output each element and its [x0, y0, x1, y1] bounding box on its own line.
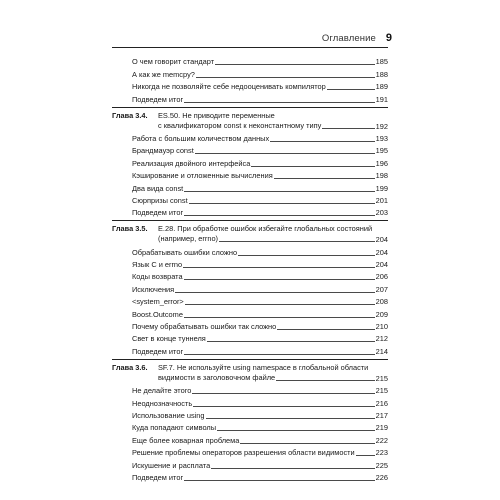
running-head-title: Оглавление: [321, 33, 376, 44]
dot-leader: [184, 354, 374, 355]
toc-entry-page: 191: [375, 94, 388, 104]
dot-leader: [240, 443, 374, 444]
toc-entry: [112, 384, 388, 396]
dot-leader: [184, 215, 374, 216]
dot-leader: [184, 317, 375, 318]
toc-entry-page: 215: [375, 386, 388, 396]
dot-leader: [217, 430, 375, 431]
chapter-title-line: ES.50. Не приводите переменные: [158, 110, 275, 120]
dot-leader: [207, 341, 375, 342]
toc-entry-page: 204: [375, 260, 388, 270]
dot-leader: [206, 418, 375, 419]
toc-entry-page: 225: [375, 460, 388, 470]
dot-leader: [211, 468, 374, 469]
chapter-title-last-line: [158, 234, 388, 244]
toc-entry: [112, 245, 388, 257]
chapter-title-last-line: [158, 121, 388, 131]
table-of-contents: [112, 55, 388, 483]
running-head: [322, 32, 392, 44]
chapter-heading: [112, 111, 388, 131]
section-divider: [112, 220, 388, 221]
toc-entry: [112, 258, 388, 270]
dot-leader: [251, 166, 374, 167]
chapter-page-number: 192: [375, 121, 388, 131]
toc-entry-page: 195: [375, 146, 388, 156]
toc-entry-title: Работа с большим количеством данных: [132, 133, 270, 143]
toc-entry: [112, 194, 388, 206]
toc-entry-title: Кэширование и отложенные вычисления: [132, 171, 273, 181]
toc-entry-title: Подведем итог: [132, 346, 184, 356]
toc-entry: [112, 270, 388, 282]
chapter-title-line: SF.7. Не используйте using namespace в глобальной области: [158, 362, 369, 372]
toc-entry: [112, 144, 388, 156]
toc-entry-page: 185: [375, 57, 388, 67]
toc-entry-page: 219: [375, 423, 388, 433]
toc-entry: [112, 409, 388, 421]
toc-entry: [112, 132, 388, 144]
chapter-title-line: E.28. При обработке ошибок избегайте глобальных состояний: [158, 224, 373, 234]
toc-entry-title: Сюрпризы const: [132, 195, 188, 205]
dot-leader: [184, 102, 374, 103]
toc-entry-page: 209: [375, 309, 388, 319]
dot-leader: [277, 329, 374, 330]
toc-entry: [112, 446, 388, 458]
dot-leader: [356, 455, 375, 456]
toc-entry-title: Еще более коварная проблема: [132, 435, 240, 445]
toc-entry-title: Подведем итог: [132, 94, 184, 104]
dot-leader: [195, 153, 375, 154]
toc-entry-title: Язык C и errno: [132, 260, 183, 270]
toc-entry-title: Реализация двойного интерфейса: [132, 158, 251, 168]
dot-leader: [184, 480, 374, 481]
chapter-heading: [112, 224, 388, 244]
chapter-title-last-line: [158, 373, 388, 383]
toc-entry: [112, 169, 388, 181]
chapter-label: Глава 3.4.: [112, 110, 148, 120]
toc-entry-page: 201: [375, 195, 388, 205]
toc-entry: [112, 421, 388, 433]
toc-entry-page: 196: [375, 158, 388, 168]
toc-entry: [112, 282, 388, 294]
page-number: 9: [385, 32, 392, 44]
dot-leader: [185, 304, 375, 305]
toc-entry-title: Никогда не позволяйте себе недооценивать компилятор: [132, 82, 326, 92]
chapter-title: [158, 224, 388, 244]
chapter-title-line: (например, errno): [158, 234, 219, 244]
dot-leader: [175, 292, 374, 293]
dot-leader: [192, 393, 374, 394]
toc-entry-page: 189: [375, 82, 388, 92]
dot-leader: [184, 191, 374, 192]
toc-entry: [112, 206, 388, 218]
toc-entry-title: Решение проблемы операторов разрешения области видимости: [132, 448, 355, 458]
toc-entry: [112, 80, 388, 92]
dot-leader: [183, 267, 375, 268]
toc-entry-page: 212: [375, 334, 388, 344]
chapter-title: [158, 111, 388, 131]
toc-entry-page: 193: [375, 133, 388, 143]
toc-entry: [112, 55, 388, 67]
dot-leader: [219, 241, 375, 242]
toc-entry-page: 214: [375, 346, 388, 356]
chapter-label: Глава 3.5.: [112, 224, 148, 234]
toc-entry-title: Два вида const: [132, 183, 184, 193]
toc-entry-page: 210: [375, 322, 388, 332]
toc-entry-title: А как же memcpy?: [132, 69, 195, 79]
toc-entry-title: Использование using: [132, 410, 205, 420]
toc-entry-page: 204: [375, 247, 388, 257]
toc-entry: [112, 67, 388, 79]
toc-entry: [112, 471, 388, 483]
toc-entry-title: Брандмауэр const: [132, 146, 194, 156]
toc-entry: [112, 344, 388, 356]
dot-leader: [196, 77, 375, 78]
dot-leader: [322, 128, 374, 129]
toc-entry-page: 199: [375, 183, 388, 193]
toc-entry: [112, 295, 388, 307]
toc-entry-title: Подведем итог: [132, 208, 184, 218]
toc-entry-title: Куда попадают символы: [132, 423, 217, 433]
chapter-label: Глава 3.6.: [112, 362, 148, 372]
chapter-title-line: с квалификатором const к неконстантному типу: [158, 120, 322, 130]
section-divider: [112, 107, 388, 108]
dot-leader: [274, 178, 375, 179]
toc-entry-title: О чем говорит стандарт: [132, 57, 215, 67]
toc-entry-title: Почему обрабатывать ошибки так сложно: [132, 322, 277, 332]
dot-leader: [215, 64, 375, 65]
toc-entry-title: Исключения: [132, 284, 175, 294]
toc-entry-title: <system_error>: [132, 297, 184, 307]
toc-entry-title: Не делайте этого: [132, 386, 192, 396]
toc-entry: [112, 181, 388, 193]
toc-entry-page: 198: [375, 171, 388, 181]
dot-leader: [327, 89, 375, 90]
toc-entry: [112, 307, 388, 319]
toc-entry-page: 217: [375, 410, 388, 420]
toc-entry-page: 208: [375, 297, 388, 307]
toc-entry: [112, 458, 388, 470]
toc-entry-page: 203: [375, 208, 388, 218]
dot-leader: [193, 406, 374, 407]
toc-entry: [112, 433, 388, 445]
toc-entry-title: Неоднозначность: [132, 398, 193, 408]
chapter-title-line: видимости в заголовочном файле: [158, 372, 276, 382]
toc-entry-title: Свет в конце туннеля: [132, 334, 206, 344]
dot-leader: [189, 203, 375, 204]
toc-entry-page: 216: [375, 398, 388, 408]
toc-entry-page: 206: [375, 272, 388, 282]
toc-entry-title: Boost.Outcome: [132, 309, 183, 319]
toc-entry-title: Обрабатывать ошибки сложно: [132, 247, 238, 257]
toc-entry-page: 207: [375, 284, 388, 294]
toc-entry-page: 222: [375, 435, 388, 445]
toc-entry: [112, 156, 388, 168]
header-rule: [112, 47, 388, 48]
chapter-heading: [112, 363, 388, 383]
toc-entry-title: Искушение и расплата: [132, 460, 211, 470]
toc-entry-page: 188: [375, 69, 388, 79]
toc-entry: [112, 332, 388, 344]
chapter-page-number: 215: [375, 373, 388, 383]
toc-entry: [112, 396, 388, 408]
dot-leader: [270, 141, 375, 142]
toc-entry-page: 226: [375, 472, 388, 482]
chapter-page-number: 204: [375, 235, 388, 245]
toc-entry: [112, 92, 388, 104]
chapter-title: [158, 363, 388, 383]
toc-entry-page: 223: [375, 448, 388, 458]
dot-leader: [238, 255, 375, 256]
dot-leader: [276, 380, 375, 381]
toc-entry-title: Коды возврата: [132, 272, 183, 282]
toc-entry: [112, 320, 388, 332]
section-divider: [112, 359, 388, 360]
toc-entry-title: Подведем итог: [132, 472, 184, 482]
dot-leader: [184, 279, 375, 280]
